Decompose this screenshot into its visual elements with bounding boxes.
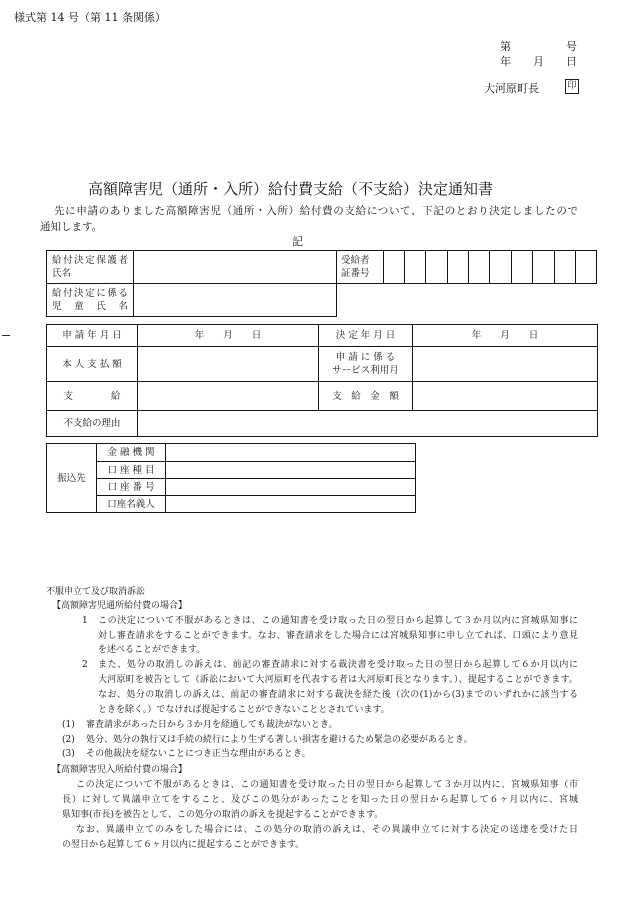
cert-digit-box [490, 251, 511, 284]
cert-digit-box [554, 251, 575, 284]
bank-transfer-label: 振込先 [47, 444, 97, 513]
decision-date-value: 年 月 日 [413, 325, 598, 347]
cert-digit-box [447, 251, 468, 284]
guardian-label-line-1: 給付決定保護者 [52, 255, 128, 266]
document-date-line: 年 月 日 [500, 55, 577, 68]
service-month-label-line-2: サービス利用月 [332, 365, 399, 376]
account-number-value-cell [166, 479, 416, 496]
notice-item-2-number: 2 [82, 660, 88, 670]
notice-item-2-line: なお、処分の取消しの訴えは、前記の審査請求に対する裁決を経た後（次の(1)から(3)までのいずれかに該当する [98, 690, 578, 700]
guardian-name-cell [134, 251, 337, 284]
notice-item-1-line: この決定について不服があるときは、この通知書を受け取った日の翌日から起算して３か月以内に宮城県知事に [98, 616, 578, 626]
seal-stamp-icon: 印 [565, 79, 579, 94]
certificate-number-table [336, 250, 597, 284]
notice-item-2-line: また、処分の取消しの訴えは、前記の審査請求に対する裁決書を受け取った日の翌日から起算して６か月以内に [98, 660, 578, 670]
notice-item-1-line: を述べることができます。 [98, 645, 206, 655]
non-payment-reason-label: 不支給の理由 [47, 411, 138, 437]
notice-item-1-line: 対し審査請求をすることができます。なお、審査請求をした場合には宮城県知事に申し立てれば、口頭により意見 [98, 631, 578, 641]
cert-digit-box [383, 251, 404, 284]
self-payment-value-cell [138, 347, 319, 382]
child-label-line-2: 児 童 氏 名 [52, 301, 128, 312]
decision-date-label: 決 定 年 月 日 [319, 325, 413, 347]
notice-nyusho-line: なお、異議申立てのみをした場合には、この処分の取消の訴えは、その異議申立てに対する決定の送達を受けた日 [76, 825, 578, 835]
child-label-line-1: 給付決定に係る [52, 288, 128, 299]
decision-table [46, 324, 598, 437]
service-month-value-cell [413, 347, 598, 382]
form-number: 様式第 14 号（第 11 条関係） [14, 11, 166, 24]
notice-sub-item-text: その他裁決を経ないことにつき正当な理由があるとき。 [86, 749, 311, 759]
service-month-label-line-1: 申 請 に 係 る [335, 352, 396, 363]
guardian-label-line-2: 氏名 [52, 268, 72, 279]
document-title: 高額障害児（通所・入所）給付費支給（不支給）決定通知書 [88, 180, 494, 198]
payment-label: 支 給 [47, 382, 138, 411]
payment-amount-label: 支 給 金 額 [319, 382, 413, 411]
notice-nyusho-heading: 【高額障害児入所給付費の場合】 [52, 765, 188, 775]
child-label-cell [47, 284, 134, 317]
account-type-value-cell [166, 462, 416, 479]
application-date-value: 年 月 日 [138, 325, 319, 347]
payment-value-cell [138, 382, 319, 411]
account-type-label: 口 座 種 目 [97, 462, 166, 479]
margin-tick-mark [2, 335, 10, 336]
child-name-cell [134, 284, 337, 317]
non-payment-reason-value-cell [138, 411, 598, 437]
account-holder-label: 口座名義人 [97, 496, 166, 513]
notice-sub-item-number: (3) [62, 749, 75, 759]
notice-heading: 不服申立て及び取消訴訟 [46, 587, 146, 597]
certificate-label-cell [336, 251, 383, 284]
service-month-label-cell [319, 347, 413, 382]
intro-line-1: 先に申請のありました高額障害児（通所・入所）給付費の支給について、下記のとおり決定しましたので [54, 205, 578, 217]
notice-sub-item-number: (2) [62, 735, 75, 745]
notice-nyusho-line: 県知事(市長)を被告として、この処分の取消の訴えを提起することができます。 [62, 810, 384, 820]
bank-name-label: 金 融 機 関 [97, 444, 166, 462]
notice-nyusho-line: 長）に対して異議申立てをすること、及びこの処分があったことを知った日の翌日から起算して６ヶ月以内に、宮城 [62, 795, 578, 805]
notice-item-2-line: ときを除く。）でなければ提起することができないこととされています。 [98, 705, 390, 715]
notice-sub-item-number: (1) [62, 720, 75, 730]
payment-amount-value-cell [413, 382, 598, 411]
notice-sub-item-text: 審査請求があった日から３か月を経過しても裁決がないとき。 [86, 720, 338, 730]
cert-digit-box [426, 251, 447, 284]
application-date-label: 申 請 年 月 日 [47, 325, 138, 347]
bank-transfer-table [46, 443, 416, 513]
certificate-label-line-1: 受給者 [341, 255, 370, 266]
notice-item-2-line: 大河原町を被告として（訴訟において大河原町を代表する者は大河原町長となります。）、提起することができます。 [98, 675, 578, 685]
certificate-label-line-2: 証番号 [341, 268, 370, 279]
notice-sub-item-text: 処分、処分の執行又は手続の続行により生ずる著しい損害を避けるため緊急の必要があるとき。 [86, 735, 473, 745]
cert-digit-box [576, 251, 597, 284]
cert-digit-box [404, 251, 425, 284]
issuer-name: 大河原町長 [484, 82, 539, 95]
ki-marker: 記 [292, 235, 303, 248]
intro-line-2: 通知します。 [40, 221, 103, 233]
account-number-label: 口 座 番 号 [97, 479, 166, 496]
notice-tsusho-heading: 【高額障害児通所給付費の場合】 [52, 601, 188, 611]
bank-name-value-cell [166, 444, 416, 462]
notice-nyusho-line: この決定について不服があるときは、この通知書を受け取った日の翌日から起算して３か月以内に、宮城県知事（市 [76, 780, 578, 790]
self-payment-label: 本 人 支 払 額 [47, 347, 138, 382]
cert-digit-box [533, 251, 554, 284]
document-number-line: 第 号 [500, 40, 577, 53]
cert-digit-box [511, 251, 532, 284]
recipient-table [46, 250, 337, 317]
guardian-label-cell [47, 251, 134, 284]
cert-digit-box [469, 251, 490, 284]
account-holder-value-cell [166, 496, 416, 513]
notice-item-1-number: 1 [82, 616, 88, 626]
notice-nyusho-line: の翌日から起算して６ヶ月以内に提起することができます。 [62, 840, 305, 850]
